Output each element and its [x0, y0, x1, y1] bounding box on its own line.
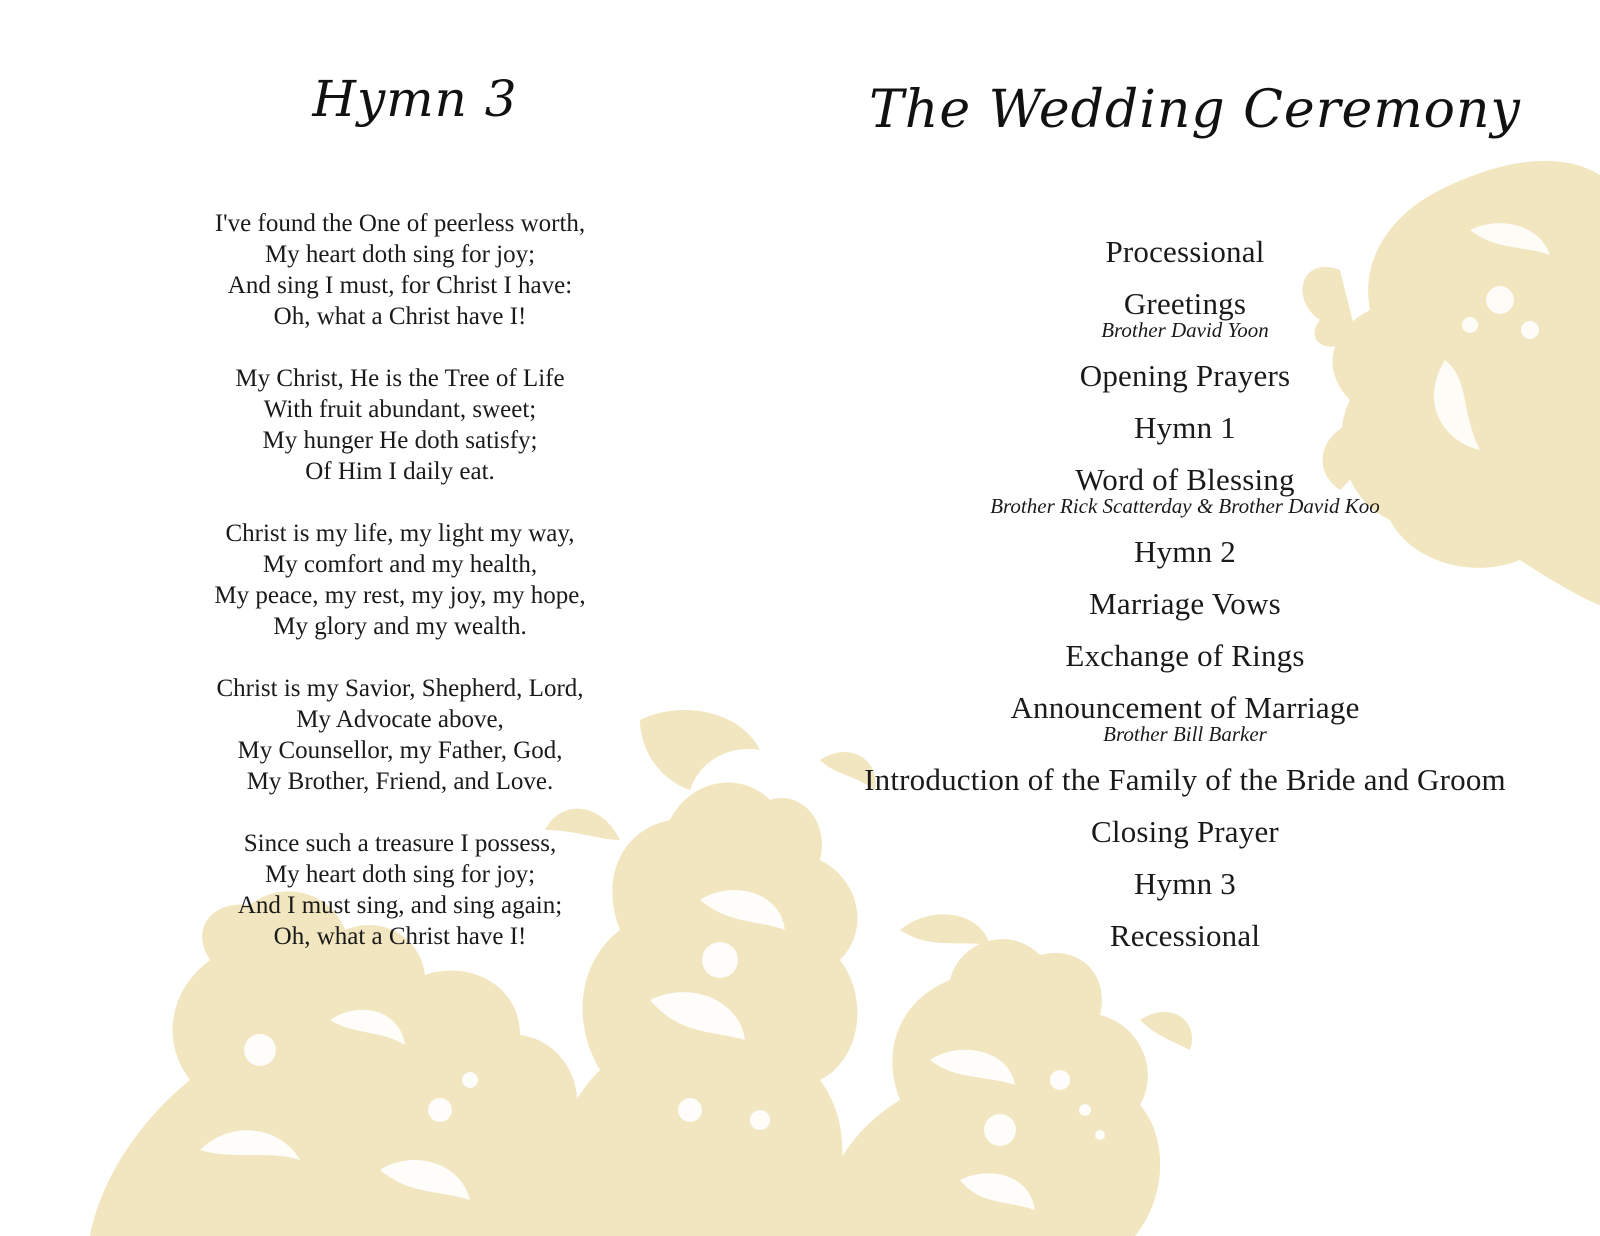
program-item-officiant: Brother David Yoon: [1101, 318, 1269, 342]
hymn-line: My hunger He doth satisfy;: [262, 427, 538, 454]
hymn-line: Oh, what a Christ have I!: [273, 923, 527, 950]
program-item-title: Processional: [1105, 234, 1265, 269]
program-item-title: Introduction of the Family of the Bride and Groom: [864, 762, 1506, 797]
program-item: [820, 865, 1550, 902]
hymn-line: And I must sing, and sing again;: [237, 892, 563, 919]
program-item-title: Hymn 2: [1134, 534, 1236, 569]
program-item: [820, 585, 1550, 622]
program-item: [820, 533, 1550, 570]
hymn-line: My Christ, He is the Tree of Life: [235, 365, 565, 392]
hymn-line: Of Him I daily eat.: [305, 458, 495, 485]
program-item-title: Hymn 3: [1134, 866, 1236, 901]
program-item-title: Hymn 1: [1134, 410, 1236, 445]
program-item-officiant: Brother Bill Barker: [1103, 722, 1267, 746]
program-item-title: Closing Prayer: [1091, 814, 1279, 849]
hymn-line: With fruit abundant, sweet;: [263, 396, 537, 423]
hymn-line: My heart doth sing for joy;: [264, 241, 536, 268]
hymn-line: My peace, my rest, my joy, my hope,: [214, 582, 586, 609]
program-item: [820, 813, 1550, 850]
program-item-title: Exchange of Rings: [1065, 638, 1305, 673]
program-item: [820, 461, 1550, 518]
program-item-title: Word of Blessing: [1075, 462, 1295, 497]
hymn-line: My Advocate above,: [296, 706, 504, 733]
hymn-lyrics: [80, 208, 720, 983]
program-item: [820, 357, 1550, 394]
program-item-title: Recessional: [1109, 918, 1261, 953]
hymn-line: Oh, what a Christ have I!: [273, 303, 527, 330]
hymn-stanza: [80, 828, 720, 952]
hymn-line: My glory and my wealth.: [273, 613, 527, 640]
hymn-line: My heart doth sing for joy;: [264, 861, 536, 888]
hymn-line: Christ is my Savior, Shepherd, Lord,: [216, 675, 584, 702]
program-item-title: Opening Prayers: [1079, 358, 1291, 393]
program-item: [820, 689, 1550, 746]
ceremony-title: The Wedding Ceremony: [869, 80, 1521, 140]
program-item-title: Marriage Vows: [1089, 586, 1281, 621]
hymn-stanza: [80, 673, 720, 797]
program-item: [820, 285, 1550, 342]
hymn-line: My comfort and my health,: [262, 551, 538, 578]
hymn-title: Hymn 3: [312, 70, 518, 128]
ceremony-program-list: [820, 233, 1550, 969]
program-item-title: Greetings: [1123, 286, 1247, 321]
hymn-stanza: [80, 208, 720, 332]
program-item: [820, 233, 1550, 270]
hymn-stanza: [80, 363, 720, 487]
hymn-line: Christ is my life, my light my way,: [225, 520, 575, 547]
hymn-line: I've found the One of peerless worth,: [214, 210, 586, 237]
program-item: [820, 761, 1550, 798]
program-item-officiant: Brother Rick Scatterday & Brother David Koo: [990, 494, 1380, 518]
hymn-line: And sing I must, for Christ I have:: [227, 272, 573, 299]
hymn-line: My Counsellor, my Father, God,: [237, 737, 563, 764]
hymn-line: Since such a treasure I possess,: [243, 830, 557, 857]
program-item: [820, 637, 1550, 674]
program-item: [820, 917, 1550, 954]
program-item: [820, 409, 1550, 446]
hymn-stanza: [80, 518, 720, 642]
program-item-title: Announcement of Marriage: [1010, 690, 1360, 725]
hymn-line: My Brother, Friend, and Love.: [246, 768, 554, 795]
